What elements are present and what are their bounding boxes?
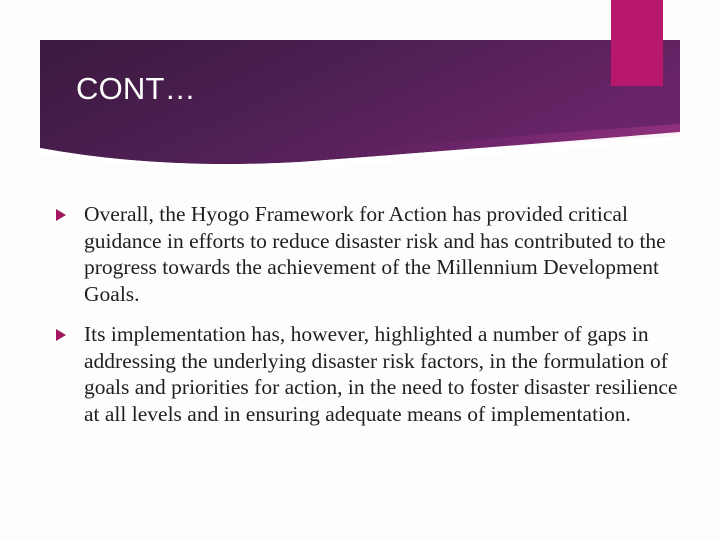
slide-title: CONT… bbox=[76, 71, 196, 106]
bullet-item bbox=[56, 321, 680, 427]
triangle-right-icon bbox=[56, 209, 66, 221]
bullet-list bbox=[56, 201, 680, 441]
triangle-right-icon bbox=[56, 329, 66, 341]
bullet-item bbox=[56, 201, 680, 307]
bullet-text: Overall, the Hyogo Framework for Action has provided critical guidance in efforts to reduce disaster risk and has contributed to the progress towards the achievement of the Millennium Development Goals. bbox=[84, 202, 666, 306]
bullet-text: Its implementation has, however, highlighted a number of gaps in addressing the underlying disaster risk factors, in the formulation of goals and priorities for action, in the need to foster disaster resilience at all levels and in ensuring adequate means of implementation. bbox=[84, 322, 678, 426]
accent-tab bbox=[611, 0, 663, 86]
